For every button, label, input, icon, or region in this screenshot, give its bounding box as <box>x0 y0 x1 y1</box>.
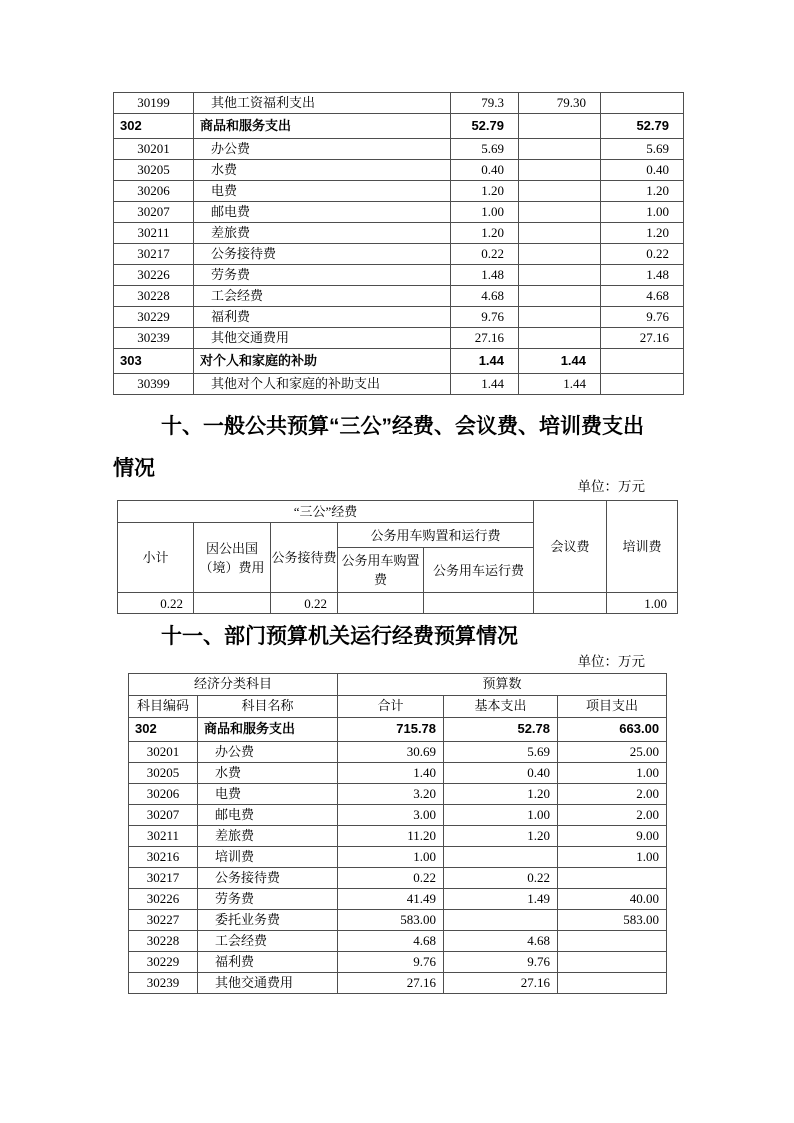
value-cell-1: 27.16 <box>451 328 519 349</box>
basic-expense-cell: 0.40 <box>444 763 558 784</box>
project-expense-cell <box>558 868 667 889</box>
expenditure-table-row <box>114 265 684 286</box>
expenditure-table-row <box>114 286 684 307</box>
vehicle-operation-value <box>424 593 534 614</box>
subject-name-cell: 工会经费 <box>198 931 338 952</box>
subject-code-cell: 30239 <box>114 328 194 349</box>
value-cell-1: 1.48 <box>451 265 519 286</box>
value-cell-2: 79.30 <box>519 93 601 114</box>
subject-name-cell: 商品和服务支出 <box>194 114 451 139</box>
project-expense-cell: 9.00 <box>558 826 667 847</box>
value-cell-3: 52.79 <box>601 114 684 139</box>
sangong-header-row-1 <box>118 501 678 523</box>
total-value-cell: 3.20 <box>338 784 444 805</box>
value-cell-3 <box>601 349 684 374</box>
value-cell-1: 0.40 <box>451 160 519 181</box>
value-cell-1: 1.44 <box>451 374 519 395</box>
subject-name-cell: 对个人和家庭的补助 <box>194 349 451 374</box>
operating-table-row <box>129 805 667 826</box>
expenditure-table-row <box>114 202 684 223</box>
subject-name-header: 科目名称 <box>198 696 338 718</box>
operating-table-row <box>129 868 667 889</box>
value-cell-3 <box>601 93 684 114</box>
unit-label-sangong: 单位：万元 <box>577 479 645 494</box>
section-10-title-line2: 情况 <box>113 457 155 480</box>
total-value-cell: 30.69 <box>338 742 444 763</box>
subject-code-cell: 30217 <box>129 868 198 889</box>
subject-code-cell: 302 <box>129 718 198 742</box>
reception-fee-value: 0.22 <box>271 593 338 614</box>
total-header: 合计 <box>338 696 444 718</box>
basic-expense-cell: 1.00 <box>444 805 558 826</box>
subject-code-cell: 30205 <box>114 160 194 181</box>
subject-name-cell: 电费 <box>194 181 451 202</box>
total-value-cell: 583.00 <box>338 910 444 931</box>
meeting-fee-value <box>534 593 607 614</box>
economic-classification-header: 经济分类科目 <box>129 674 338 696</box>
total-value-cell: 9.76 <box>338 952 444 973</box>
subject-name-cell: 电费 <box>198 784 338 805</box>
subject-name-cell: 水费 <box>194 160 451 181</box>
subject-code-cell: 30226 <box>129 889 198 910</box>
project-expense-cell: 2.00 <box>558 805 667 826</box>
value-cell-2 <box>519 223 601 244</box>
value-cell-3 <box>601 374 684 395</box>
value-cell-3: 9.76 <box>601 307 684 328</box>
project-expense-cell <box>558 973 667 994</box>
total-value-cell: 27.16 <box>338 973 444 994</box>
expenditure-table-row <box>114 181 684 202</box>
subject-code-cell: 30199 <box>114 93 194 114</box>
value-cell-1: 52.79 <box>451 114 519 139</box>
subject-code-cell: 30399 <box>114 374 194 395</box>
value-cell-3: 1.48 <box>601 265 684 286</box>
basic-expense-cell <box>444 847 558 868</box>
subject-code-cell: 30226 <box>114 265 194 286</box>
subtotal-value: 0.22 <box>118 593 194 614</box>
value-cell-1: 1.20 <box>451 223 519 244</box>
section-10-title-line1: 十、一般公共预算“三公”经费、会议费、培训费支出 <box>161 415 644 438</box>
operating-table-row <box>129 910 667 931</box>
abroad-fee-header: 因公出国（境）费用 <box>194 523 271 593</box>
value-cell-2 <box>519 181 601 202</box>
value-cell-1: 0.22 <box>451 244 519 265</box>
operating-header-row-2 <box>129 696 667 718</box>
value-cell-3: 1.00 <box>601 202 684 223</box>
subject-name-cell: 委托业务费 <box>198 910 338 931</box>
value-cell-1: 1.20 <box>451 181 519 202</box>
operating-table-row <box>129 973 667 994</box>
total-value-cell: 4.68 <box>338 931 444 952</box>
project-expense-cell <box>558 952 667 973</box>
project-expense-cell: 1.00 <box>558 847 667 868</box>
subject-name-cell: 差旅费 <box>198 826 338 847</box>
subject-name-cell: 商品和服务支出 <box>198 718 338 742</box>
subject-code-cell: 30229 <box>114 307 194 328</box>
value-cell-2 <box>519 139 601 160</box>
subject-name-cell: 邮电费 <box>194 202 451 223</box>
basic-expense-cell: 27.16 <box>444 973 558 994</box>
subject-code-cell: 30206 <box>114 181 194 202</box>
subject-code-cell: 30207 <box>129 805 198 826</box>
expenditure-table-row <box>114 139 684 160</box>
expenditure-table-row <box>114 244 684 265</box>
total-value-cell: 1.00 <box>338 847 444 868</box>
sangong-data-row <box>118 593 678 614</box>
value-cell-1: 79.3 <box>451 93 519 114</box>
value-cell-1: 9.76 <box>451 307 519 328</box>
subject-name-cell: 办公费 <box>194 139 451 160</box>
project-expense-cell: 25.00 <box>558 742 667 763</box>
subject-code-cell: 30207 <box>114 202 194 223</box>
budget-figures-header: 预算数 <box>338 674 667 696</box>
basic-expense-cell <box>444 910 558 931</box>
vehicle-group-header: 公务用车购置和运行费 <box>338 523 534 548</box>
vehicle-purchase-value <box>338 593 424 614</box>
basic-expense-header: 基本支出 <box>444 696 558 718</box>
subject-code-cell: 30229 <box>129 952 198 973</box>
expenditure-table-continued <box>113 92 684 395</box>
operating-table-row <box>129 952 667 973</box>
operating-table-row <box>129 718 667 742</box>
value-cell-2: 1.44 <box>519 374 601 395</box>
value-cell-2 <box>519 202 601 223</box>
subject-code-cell: 30201 <box>114 139 194 160</box>
section-10-heading <box>113 406 685 490</box>
basic-expense-cell: 1.20 <box>444 826 558 847</box>
subject-code-cell: 303 <box>114 349 194 374</box>
subtotal-header: 小计 <box>118 523 194 593</box>
vehicle-purchase-header: 公务用车购置费 <box>338 548 424 593</box>
operating-table-body <box>129 718 667 994</box>
value-cell-2 <box>519 328 601 349</box>
operating-table-row <box>129 826 667 847</box>
expenditure-table-row <box>114 223 684 244</box>
operating-table-row <box>129 889 667 910</box>
abroad-fee-value <box>194 593 271 614</box>
value-cell-1: 1.44 <box>451 349 519 374</box>
subject-code-cell: 30201 <box>129 742 198 763</box>
operating-table-row <box>129 742 667 763</box>
unit-label-operating: 单位：万元 <box>577 654 645 669</box>
value-cell-3: 0.22 <box>601 244 684 265</box>
value-cell-2: 1.44 <box>519 349 601 374</box>
training-fee-value: 1.00 <box>607 593 678 614</box>
value-cell-2 <box>519 265 601 286</box>
subject-code-cell: 30228 <box>114 286 194 307</box>
value-cell-2 <box>519 160 601 181</box>
value-cell-2 <box>519 114 601 139</box>
operating-table-row <box>129 931 667 952</box>
subject-code-cell: 30227 <box>129 910 198 931</box>
expenditure-table-body <box>114 93 684 395</box>
operating-table-row <box>129 784 667 805</box>
value-cell-3: 1.20 <box>601 223 684 244</box>
expenditure-table-row <box>114 93 684 114</box>
expenditure-table-row <box>114 160 684 181</box>
sangong-group-header: “三公”经费 <box>118 501 534 523</box>
basic-expense-cell: 5.69 <box>444 742 558 763</box>
value-cell-2 <box>519 244 601 265</box>
expenditure-table-row <box>114 114 684 139</box>
basic-expense-cell: 1.20 <box>444 784 558 805</box>
total-value-cell: 715.78 <box>338 718 444 742</box>
total-value-cell: 11.20 <box>338 826 444 847</box>
basic-expense-cell: 9.76 <box>444 952 558 973</box>
subject-name-cell: 差旅费 <box>194 223 451 244</box>
total-value-cell: 3.00 <box>338 805 444 826</box>
project-expense-cell: 663.00 <box>558 718 667 742</box>
project-expense-cell: 583.00 <box>558 910 667 931</box>
subject-name-cell: 福利费 <box>198 952 338 973</box>
subject-name-cell: 公务接待费 <box>198 868 338 889</box>
value-cell-2 <box>519 307 601 328</box>
value-cell-3: 5.69 <box>601 139 684 160</box>
project-expense-cell <box>558 931 667 952</box>
project-expense-header: 项目支出 <box>558 696 667 718</box>
operating-table-row <box>129 847 667 868</box>
meeting-fee-header: 会议费 <box>534 501 607 593</box>
subject-name-cell: 福利费 <box>194 307 451 328</box>
value-cell-1: 5.69 <box>451 139 519 160</box>
vehicle-operation-header: 公务用车运行费 <box>424 548 534 593</box>
value-cell-1: 4.68 <box>451 286 519 307</box>
subject-name-cell: 办公费 <box>198 742 338 763</box>
value-cell-3: 1.20 <box>601 181 684 202</box>
subject-code-cell: 30216 <box>129 847 198 868</box>
value-cell-2 <box>519 286 601 307</box>
subject-name-cell: 公务接待费 <box>194 244 451 265</box>
value-cell-3: 4.68 <box>601 286 684 307</box>
subject-name-cell: 其他对个人和家庭的补助支出 <box>194 374 451 395</box>
total-value-cell: 41.49 <box>338 889 444 910</box>
operating-header-row-1 <box>129 674 667 696</box>
sangong-expense-table <box>117 500 678 614</box>
subject-code-cell: 30205 <box>129 763 198 784</box>
value-cell-3: 27.16 <box>601 328 684 349</box>
subject-name-cell: 工会经费 <box>194 286 451 307</box>
basic-expense-cell: 52.78 <box>444 718 558 742</box>
total-value-cell: 1.40 <box>338 763 444 784</box>
section-11-heading <box>113 621 685 653</box>
subject-name-cell: 其他工资福利支出 <box>194 93 451 114</box>
subject-code-cell: 30206 <box>129 784 198 805</box>
section-11-title: 十一、部门预算机关运行经费预算情况 <box>161 625 518 648</box>
subject-name-cell: 培训费 <box>198 847 338 868</box>
basic-expense-cell: 1.49 <box>444 889 558 910</box>
subject-name-cell: 其他交通费用 <box>194 328 451 349</box>
operating-table-row <box>129 763 667 784</box>
expenditure-table-row <box>114 307 684 328</box>
subject-name-cell: 其他交通费用 <box>198 973 338 994</box>
subject-name-cell: 劳务费 <box>194 265 451 286</box>
subject-code-cell: 30239 <box>129 973 198 994</box>
value-cell-1: 1.00 <box>451 202 519 223</box>
expenditure-table-row <box>114 349 684 374</box>
reception-fee-header: 公务接待费 <box>271 523 338 593</box>
expenditure-table-row <box>114 374 684 395</box>
subject-code-cell: 302 <box>114 114 194 139</box>
subject-code-cell: 30211 <box>129 826 198 847</box>
total-value-cell: 0.22 <box>338 868 444 889</box>
subject-code-cell: 30211 <box>114 223 194 244</box>
value-cell-3: 0.40 <box>601 160 684 181</box>
basic-expense-cell: 4.68 <box>444 931 558 952</box>
project-expense-cell: 1.00 <box>558 763 667 784</box>
basic-expense-cell: 0.22 <box>444 868 558 889</box>
operating-expense-table <box>128 673 667 994</box>
subject-name-cell: 劳务费 <box>198 889 338 910</box>
project-expense-cell: 40.00 <box>558 889 667 910</box>
subject-name-cell: 邮电费 <box>198 805 338 826</box>
training-fee-header: 培训费 <box>607 501 678 593</box>
subject-code-cell: 30228 <box>129 931 198 952</box>
subject-code-header: 科目编码 <box>129 696 198 718</box>
subject-name-cell: 水费 <box>198 763 338 784</box>
project-expense-cell: 2.00 <box>558 784 667 805</box>
expenditure-table-row <box>114 328 684 349</box>
subject-code-cell: 30217 <box>114 244 194 265</box>
